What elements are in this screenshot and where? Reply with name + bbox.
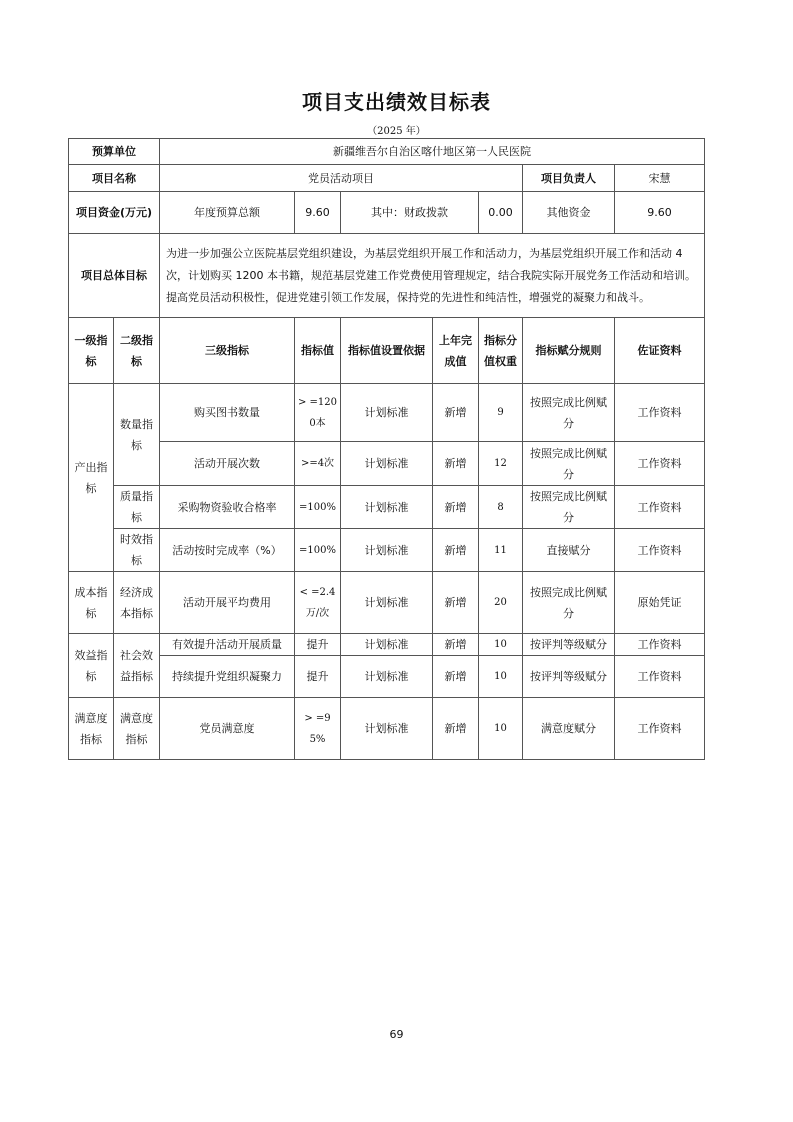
row-weight: 11 xyxy=(479,529,523,572)
row-value: =100% xyxy=(295,529,341,572)
group-cost: 成本指标 xyxy=(69,572,114,634)
row-basis: 计划标准 xyxy=(341,698,433,760)
row-name: 活动开展平均费用 xyxy=(160,572,295,634)
performance-table xyxy=(68,138,705,234)
group-benefit: 效益指标 xyxy=(69,634,114,698)
row-basis: 计划标准 xyxy=(341,486,433,529)
row-name: 购买图书数量 xyxy=(160,384,295,442)
row-weight: 12 xyxy=(479,442,523,486)
row-evidence: 工作资料 xyxy=(615,442,705,486)
group-satisfaction-level2: 满意度指标 xyxy=(114,698,160,760)
row-weight: 10 xyxy=(479,656,523,698)
row-evidence: 工作资料 xyxy=(615,634,705,656)
leader-value: 宋慧 xyxy=(615,165,705,192)
header-value: 指标值 xyxy=(295,318,341,384)
row-evidence: 工作资料 xyxy=(615,529,705,572)
table-row xyxy=(69,572,705,634)
table-row xyxy=(69,486,705,529)
fiscal-value: 0.00 xyxy=(479,192,523,234)
page-title: 项目支出绩效目标表 xyxy=(302,90,491,114)
header-last-year: 上年完成值 xyxy=(433,318,479,384)
row-rule: 按评判等级赋分 xyxy=(523,656,615,698)
row-evidence: 工作资料 xyxy=(615,656,705,698)
row-last: 新增 xyxy=(433,698,479,760)
row-basis: 计划标准 xyxy=(341,572,433,634)
fiscal-label: 其中：财政拨款 xyxy=(341,192,479,234)
header-level3: 三级指标 xyxy=(160,318,295,384)
row-value: < =2.4万/次 xyxy=(295,572,341,634)
group-quantity: 数量指标 xyxy=(114,384,160,486)
row-basis: 计划标准 xyxy=(341,656,433,698)
goal-text: 为进一步加强公立医院基层党组织建设，为基层党组织开展工作和活动力，为基层党组织开展工作和活动 4 次，计划购买 1200 本书籍，规范基层党建工作党费使用管理规定，结合我院实际开展党务工作活动和培训。提高党员活动积极性，促进党建引领工作发展，保持党的先进性和纯洁性，增强党的凝聚力和战斗。 xyxy=(160,234,705,318)
row-evidence: 工作资料 xyxy=(615,698,705,760)
row-name: 活动开展次数 xyxy=(160,442,295,486)
header-level2: 二级指标 xyxy=(114,318,160,384)
group-timeliness: 时效指标 xyxy=(114,529,160,572)
row-rule: 满意度赋分 xyxy=(523,698,615,760)
row-value: > =1200本 xyxy=(295,384,341,442)
table-row xyxy=(69,529,705,572)
row-evidence: 工作资料 xyxy=(615,384,705,442)
row-basis: 计划标准 xyxy=(341,529,433,572)
annual-budget-value: 9.60 xyxy=(295,192,341,234)
project-name-value: 党员活动项目 xyxy=(160,165,523,192)
other-value: 9.60 xyxy=(615,192,705,234)
group-satisfaction: 满意度指标 xyxy=(69,698,114,760)
row-last: 新增 xyxy=(433,442,479,486)
table-row xyxy=(69,634,705,656)
row-basis: 计划标准 xyxy=(341,442,433,486)
row-weight: 8 xyxy=(479,486,523,529)
row-evidence: 工作资料 xyxy=(615,486,705,529)
year-label: （2025 年） xyxy=(367,126,426,137)
row-name: 采购物资验收合格率 xyxy=(160,486,295,529)
fund-label: 项目资金(万元) xyxy=(69,192,160,234)
row-name: 持续提升党组织凝聚力 xyxy=(160,656,295,698)
row-weight: 10 xyxy=(479,698,523,760)
row-rule: 按照完成比例赋分 xyxy=(523,486,615,529)
row-basis: 计划标准 xyxy=(341,634,433,656)
row-last: 新增 xyxy=(433,486,479,529)
row-last: 新增 xyxy=(433,572,479,634)
row-evidence: 原始凭证 xyxy=(615,572,705,634)
row-value: >=4次 xyxy=(295,442,341,486)
group-quality: 质量指标 xyxy=(114,486,160,529)
page-number: 69 xyxy=(389,1028,404,1041)
group-social-benefit: 社会效益指标 xyxy=(114,634,160,698)
table-row xyxy=(69,698,705,760)
unit-value: 新疆维吾尔自治区喀什地区第一人民医院 xyxy=(160,139,705,165)
row-weight: 9 xyxy=(479,384,523,442)
row-name: 有效提升活动开展质量 xyxy=(160,634,295,656)
header-weight: 指标分值权重 xyxy=(479,318,523,384)
row-last: 新增 xyxy=(433,634,479,656)
header-rule: 指标赋分规则 xyxy=(523,318,615,384)
row-value: =100% xyxy=(295,486,341,529)
row-name: 党员满意度 xyxy=(160,698,295,760)
goal-label: 项目总体目标 xyxy=(69,234,160,318)
project-name-label: 项目名称 xyxy=(69,165,160,192)
header-evidence: 佐证资料 xyxy=(615,318,705,384)
group-economic-cost: 经济成本指标 xyxy=(114,572,160,634)
row-last: 新增 xyxy=(433,529,479,572)
header-level1: 一级指标 xyxy=(69,318,114,384)
table-row xyxy=(69,442,705,486)
indicator-table xyxy=(68,317,705,760)
table-row xyxy=(69,384,705,442)
row-weight: 10 xyxy=(479,634,523,656)
row-basis: 计划标准 xyxy=(341,384,433,442)
row-rule: 按照完成比例赋分 xyxy=(523,572,615,634)
row-last: 新增 xyxy=(433,656,479,698)
row-rule: 按照完成比例赋分 xyxy=(523,442,615,486)
row-rule: 直接赋分 xyxy=(523,529,615,572)
row-weight: 20 xyxy=(479,572,523,634)
row-last: 新增 xyxy=(433,384,479,442)
row-rule: 按照完成比例赋分 xyxy=(523,384,615,442)
unit-label: 预算单位 xyxy=(69,139,160,165)
leader-label: 项目负责人 xyxy=(523,165,615,192)
row-value: 提升 xyxy=(295,634,341,656)
other-label: 其他资金 xyxy=(523,192,615,234)
row-rule: 按评判等级赋分 xyxy=(523,634,615,656)
group-output: 产出指标 xyxy=(69,384,114,572)
header-basis: 指标值设置依据 xyxy=(341,318,433,384)
table-row xyxy=(69,656,705,698)
row-value: > =95% xyxy=(295,698,341,760)
annual-budget-label: 年度预算总额 xyxy=(160,192,295,234)
row-value: 提升 xyxy=(295,656,341,698)
row-name: 活动按时完成率（%） xyxy=(160,529,295,572)
goal-table xyxy=(68,233,705,318)
